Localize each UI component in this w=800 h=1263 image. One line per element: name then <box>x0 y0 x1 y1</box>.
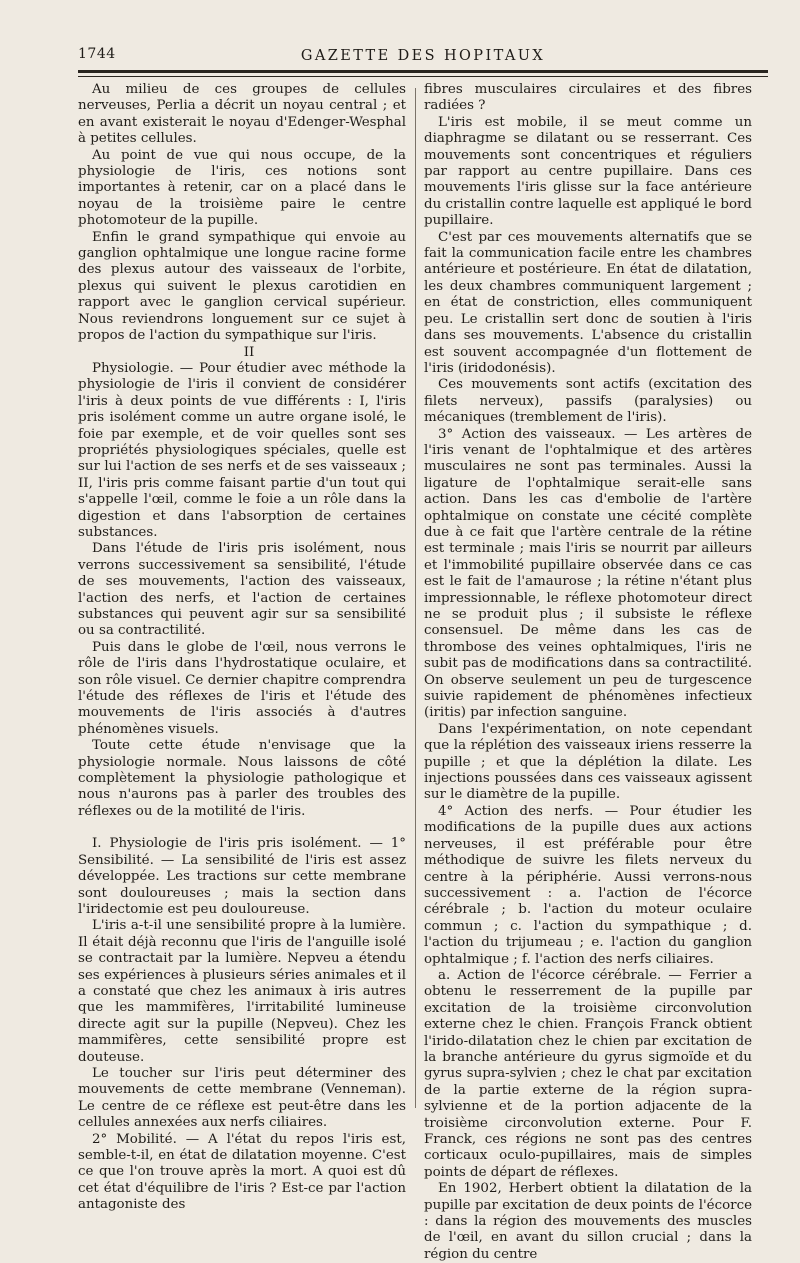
paragraph: 2° Mobilité. — A l'état du repos l'iris est, semble-t-il, en état de dilatation moyenne. C'est ce que l'on trouve après la mort. A quoi est dû cet état d'équilibre de l'iris ? Est-ce par l'action antagoniste des <box>78 1131 406 1213</box>
paragraph: Ces mouvements sont actifs (excitation des filets nerveux), passifs (paralysies) ou mécaniques (tremblement de l'iris). <box>424 377 752 426</box>
paragraph: Au point de vue qui nous occupe, de la physiologie de l'iris, ces notions sont importantes à retenir, car on a placé dans le noyau de la troisième paire le centre photomoteur de la pupille. <box>78 147 406 229</box>
header-rule-thin <box>78 76 768 77</box>
paragraph: C'est par ces mouvements alternatifs que se fait la communication facile entre les chambres antérieure et postérieure. En état de dilatation, les deux chambres communiquent largement ; en état de constriction, elles communiquent peu. Le cristallin sert donc de soutien à l'iris dans ses mouvements. L'absence du cristallin est souvent accompagnée d'un flottement de l'iris (iridodonésis). <box>424 229 752 376</box>
section-heading-II: II <box>243 344 255 360</box>
paragraph: Au milieu de ces groupes de cellules nerveuses, Perlia a décrit un noyau central ; et en avant existerait le noyau d'Edenger-Wesphal à petites cellules. <box>78 82 406 147</box>
paragraph: Toute cette étude n'envisage que la physiologie normale. Nous laissons de côté complètement la physiologie pathologique et nous n'aurons pas à parler des troubles des réflexes ou de la motilité de l'iris. <box>78 738 406 819</box>
right-column <box>424 82 752 1263</box>
paragraph: L'iris est mobile, il se meut comme un diaphragme se dilatant ou se resserrant. Ces mouvements sont concentriques et réguliers par rapport au centre pupillaire. Dans ces mouvements l'iris glisse sur la face antérieure du cristallin contre laquelle est appliqué le bord pupillaire. <box>424 114 752 229</box>
paragraph: Dans l'étude de l'iris pris isolément, nous verrons successivement sa sensibilité, l'étude de ses mouvements, l'action des vaisseaux, l'action des nerfs, et l'action de certaines substances qui peuvent agir sur sa sensibilité ou sa contractilité. <box>78 541 406 639</box>
paragraph: a. Action de l'écorce cérébrale. — Ferrier a obtenu le resserrement de la pupille par excitation de la troisième circonvolution externe chez le chien. François Franck obtient l'irido-dilatation chez le chien par excitation de la branche antérieure du gyrus sigmoïde et du gyrus supra-sylvien ; chez le chat par excitation de la partie externe de la région supra-sylvienne et de la portion adjacente de la troisième circonvolution externe. Pour F. Franck, ces régions ne sont pas des centres corticaux oculo-pupillaires, mais de simples points de départ de réflexes. <box>424 967 752 1180</box>
page-header <box>78 46 768 68</box>
paragraph: I. Physiologie de l'iris pris isolément. — 1° Sensibilité. — La sensibilité de l'iris est assez développée. Les tractions sur cette membrane sont douloureuses ; mais la section dans l'iridectomie est peu douloureuse. <box>78 836 406 917</box>
paragraph: 3° Action des vaisseaux. — Les artères de l'iris venant de l'ophtalmique et des artères musculaires ne sont pas terminales. Aussi la ligature de l'ophtalmique serait-elle sans action. Dans les cas d'embolie de l'artère ophtalmique on constate une cécité complète due à ce fait que l'artère centrale de la rétine est terminale ; mais l'iris se nourrit par ailleurs et l'immobilité pupillaire observée dans ce cas est le fait de l'amaurose ; la rétine n'étant plus impressionnable, le réflexe photomoteur direct ne se produit plus ; il subsiste le réflexe consensuel. De même dans les cas de thrombose des veines ophtalmiques, l'iris ne subit pas de modifications dans sa contractilité. On observe seulement un peu de turgescence suivie rapidement de phénomènes infectieux (iritis) par infection sanguine. <box>424 426 752 721</box>
paragraph: Dans l'expérimentation, on note cependant que la réplétion des vaisseaux iriens resserre la pupille ; et que la déplétion la dilate. Les injections poussées dans ces vaisseaux agissent sur le diamètre de la pupille. <box>424 721 752 803</box>
column-divider <box>415 88 416 1108</box>
header-rule-thick <box>78 70 768 73</box>
paragraph: L'iris a-t-il une sensibilité propre à la lumière. Il était déjà reconnu que l'iris de l'anguille isolé se contractait par la lumière. Nepveu a étendu ses expériences à plusieurs séries animales et il a constaté que chez les animaux à iris autres que les mammifères, l'irritabilité lumineuse directe agit sur la pupille (Nepveu). Chez les mammifères, cette sensibilité propre est douteuse. <box>78 918 406 1065</box>
paragraph: fibres musculaires circulaires et des fibres radiées ? <box>424 82 752 114</box>
paragraph: Enfin le grand sympathique qui envoie au ganglion ophtalmique une longue racine forme des plexus autour des vaisseaux de l'orbite, plexus qui suivent le plexus carotidien en rapport avec le ganglion cervical supérieur. Nous reviendrons longuement sur ce sujet à propos de l'action du sympathique sur l'iris. <box>78 229 406 344</box>
page-number: 1744 <box>78 46 116 62</box>
left-column <box>78 82 406 1214</box>
paragraph: Puis dans le globe de l'œil, nous verrons le rôle de l'iris dans l'hydrostatique oculaire, et son rôle visuel. Ce dernier chapitre comprendra l'étude des réflexes de l'iris et l'étude des mouvements de l'iris associés à d'autres phénomènes visuels. <box>78 639 406 737</box>
paragraph: Physiologie. — Pour étudier avec méthode la physiologie de l'iris il convient de considérer l'iris à deux points de vue différents : I, l'iris pris isolément comme un autre organe isolé, le foie par exemple, et de voir quelles sont ses propriétés physiologiques spéciales, quelle est sur lui l'action de ses nerfs et de ses vaisseaux ; II, l'iris pris comme faisant partie d'un tout qui s'appelle l'œil, comme le foie a un rôle dans la digestion et dans l'absorption de certaines substances. <box>78 360 406 540</box>
paragraph: 4° Action des nerfs. — Pour étudier les modifications de la pupille dues aux actions nerveuses, il est préférable pour être méthodique de suivre les filets nerveux du centre à la périphérie. Aussi verrons-nous successivement : a. l'action de l'écorce cérébrale ; b. l'action du moteur oculaire commun ; c. l'action du sympathique ; d. l'action du trijumeau ; e. l'action du ganglion ophtalmique ; f. l'action des nerfs ciliaires. <box>424 803 752 967</box>
paragraph: Le toucher sur l'iris peut déterminer des mouvements de cette membrane (Venneman). Le centre de ce réflexe est peut-être dans les cellules annexées aux nerfs ciliaires. <box>78 1065 406 1131</box>
paragraph: En 1902, Herbert obtient la dilatation de la pupille par excitation de deux points de l'écorce : dans la région des mouvements des muscles de l'œil, en avant du sillon crucial ; dans la région du centre <box>424 1181 752 1262</box>
running-title: GAZETTE DES HOPITAUX <box>300 48 546 64</box>
